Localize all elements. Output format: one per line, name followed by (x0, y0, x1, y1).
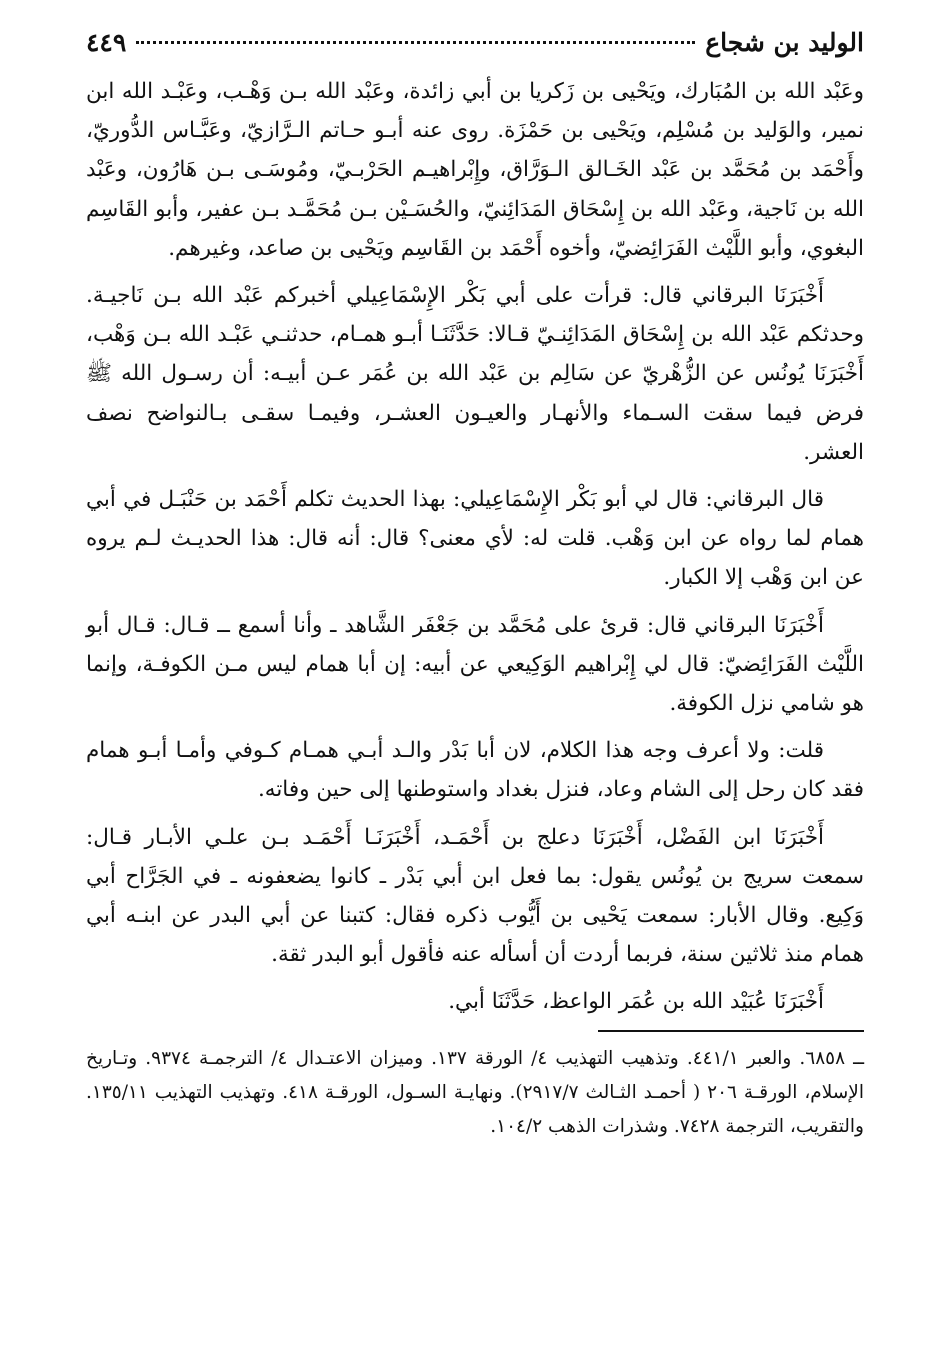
footnote: ــ ٦٨٥٨. والعبر ٤٤١/١. وتذهيب التهذيب ٤/ الورقة ١٣٧. وميزان الاعتـدال ٤/ الترجمـة ٩٣٧٤. وتـاريخ الإسلام، الورقـة ٢٠٦ ( أحمـد الثـالث ٢٩١٧/٧). ونهايـة السـول، الورقـة ٤١٨. وتهذيب التهذيب ١٣٥/١١. والتقريب، الترجمة ٧٤٢٨. وشذرات الذهب ١٠٤/٢. (86, 1047, 865, 1137)
paragraph-7: أَخْبَرَنَا عُبَيْد الله بن عُمَر الواعظ، حَدَّثَنَا أبي. (448, 989, 824, 1015)
book-page (86, 28, 864, 1144)
paragraph-4: أَخْبَرَنَا البرقاني قال: قرئ على مُحَمَّد بن جَعْفَر الشَّاهد ـ وأنا أسمع ــ قـال: قـال أبو اللَّيْث الفَرَائِضيّ: قال لي إِبْراهيم الوَكِيعي عن أبيه: إن أبا همام ليس مـن الكوفـة، وإنما هو شامي نزل الكوفة. (86, 612, 864, 717)
page-number: ٤٤٩ (86, 28, 127, 57)
paragraph-2: أَخْبَرَنَا البرقاني قال: قرأت على أبي بَكْر الإِسْمَاعِيلي أخبركم عَبْد الله بـن نَاجيـة. وحدثكم عَبْد الله بن إِسْحَاق المَدَائِنـيّ قـالا: حَدَّثَنَـا أبـو همـام، حدثنـي عَبْـد الله بـن وَهْب، أَخْبَرَنَا يُونُس عن الزُّهْريّ عن سَالِم بن عَبْد الله بن عُمَر عـن أبيـه: أن رسـول الله ﷺ فرض فيما سقت السـماء والأنهـار والعيـون العشـر، وفيمـا سقـى بـالنواضح نصف العشر. (86, 283, 864, 465)
dotted-leader (136, 41, 695, 44)
footnote-separator (598, 1030, 864, 1032)
page-header (86, 28, 864, 72)
running-title: الوليد بن شجاع (705, 28, 864, 57)
paragraph-3: قال البرقاني: قال لي أبو بَكْر الإِسْمَاعِيلي: بهذا الحديث تكلم أَحْمَد بن حَنْبَـل في أبي همام لما رواه عن ابن وَهْب. قلت له: لأي معنى؟ قال: أنه قال: هذا الحديـث لـم يروه عن ابن وَهْب إلا الكبار. (86, 487, 864, 591)
paragraph-5: قلت: ولا أعرف وجه هذا الكلام، لان أبا بَدْر والـد أبـي همـام كـوفي وأمـا أبـو همام فقد كان رحل إلى الشام وعاد، فنزل بغداد واستوطنها إلى حين وفاته. (86, 738, 864, 803)
paragraph-1: وعَبْد الله بن المُبَارك، ويَحْيى بن زَكريا بن أبي زائدة، وعَبْد الله بـن وَهْـب، وعَبْـد الله ابن نمير، والوَليد بن مُسْلِم، ويَحْيى بن حَمْزَة. روى عنه أبـو حـاتم الـرَّازيّ، وعَبَّـاس الدُّوريّ، وأَحْمَد بن مُحَمَّد بن عَبْد الخَـالق الـوَرَّاق، وإِبْراهيـم الحَرْبـيّ، ومُوسَـى بـن هَارُون، وعَبْد الله بن نَاجية، وعَبْد الله بن إِسْحَاق المَدَائِنيّ، والحُسَـيْن بـن مُحَمَّـد بـن عفير، وأبو القَاسِم البغوي، وأبو اللَّيْث الفَرَائِضيّ، وأخوه أَحْمَد بن القَاسِم ويَحْيى بن صاعد، وغيرهم. (86, 79, 864, 261)
paragraph-6: أَخْبَرَنَا ابن الفَضْل، أَخْبَرَنَا دعلج بن أَحْمَـد، أَخْبَرَنَـا أَحْمَـد بـن علـي الأبـار قـال: سمعت سريج بن يُونُس يقول: بما فعل ابن أبي بَدْر ـ كانوا يضعفونه ـ في الجَرَّاح أبي وَكِيع. وقال الأبار: سمعت يَحْيى بن أَيُّوب ذكره فقال: كتبنا عن أبي البدر عن ابنـه أبي همام منذ ثلاثين سنة، فربما أردت أن أسأله عنه فأقول أبو البدر ثقة. (86, 824, 864, 968)
